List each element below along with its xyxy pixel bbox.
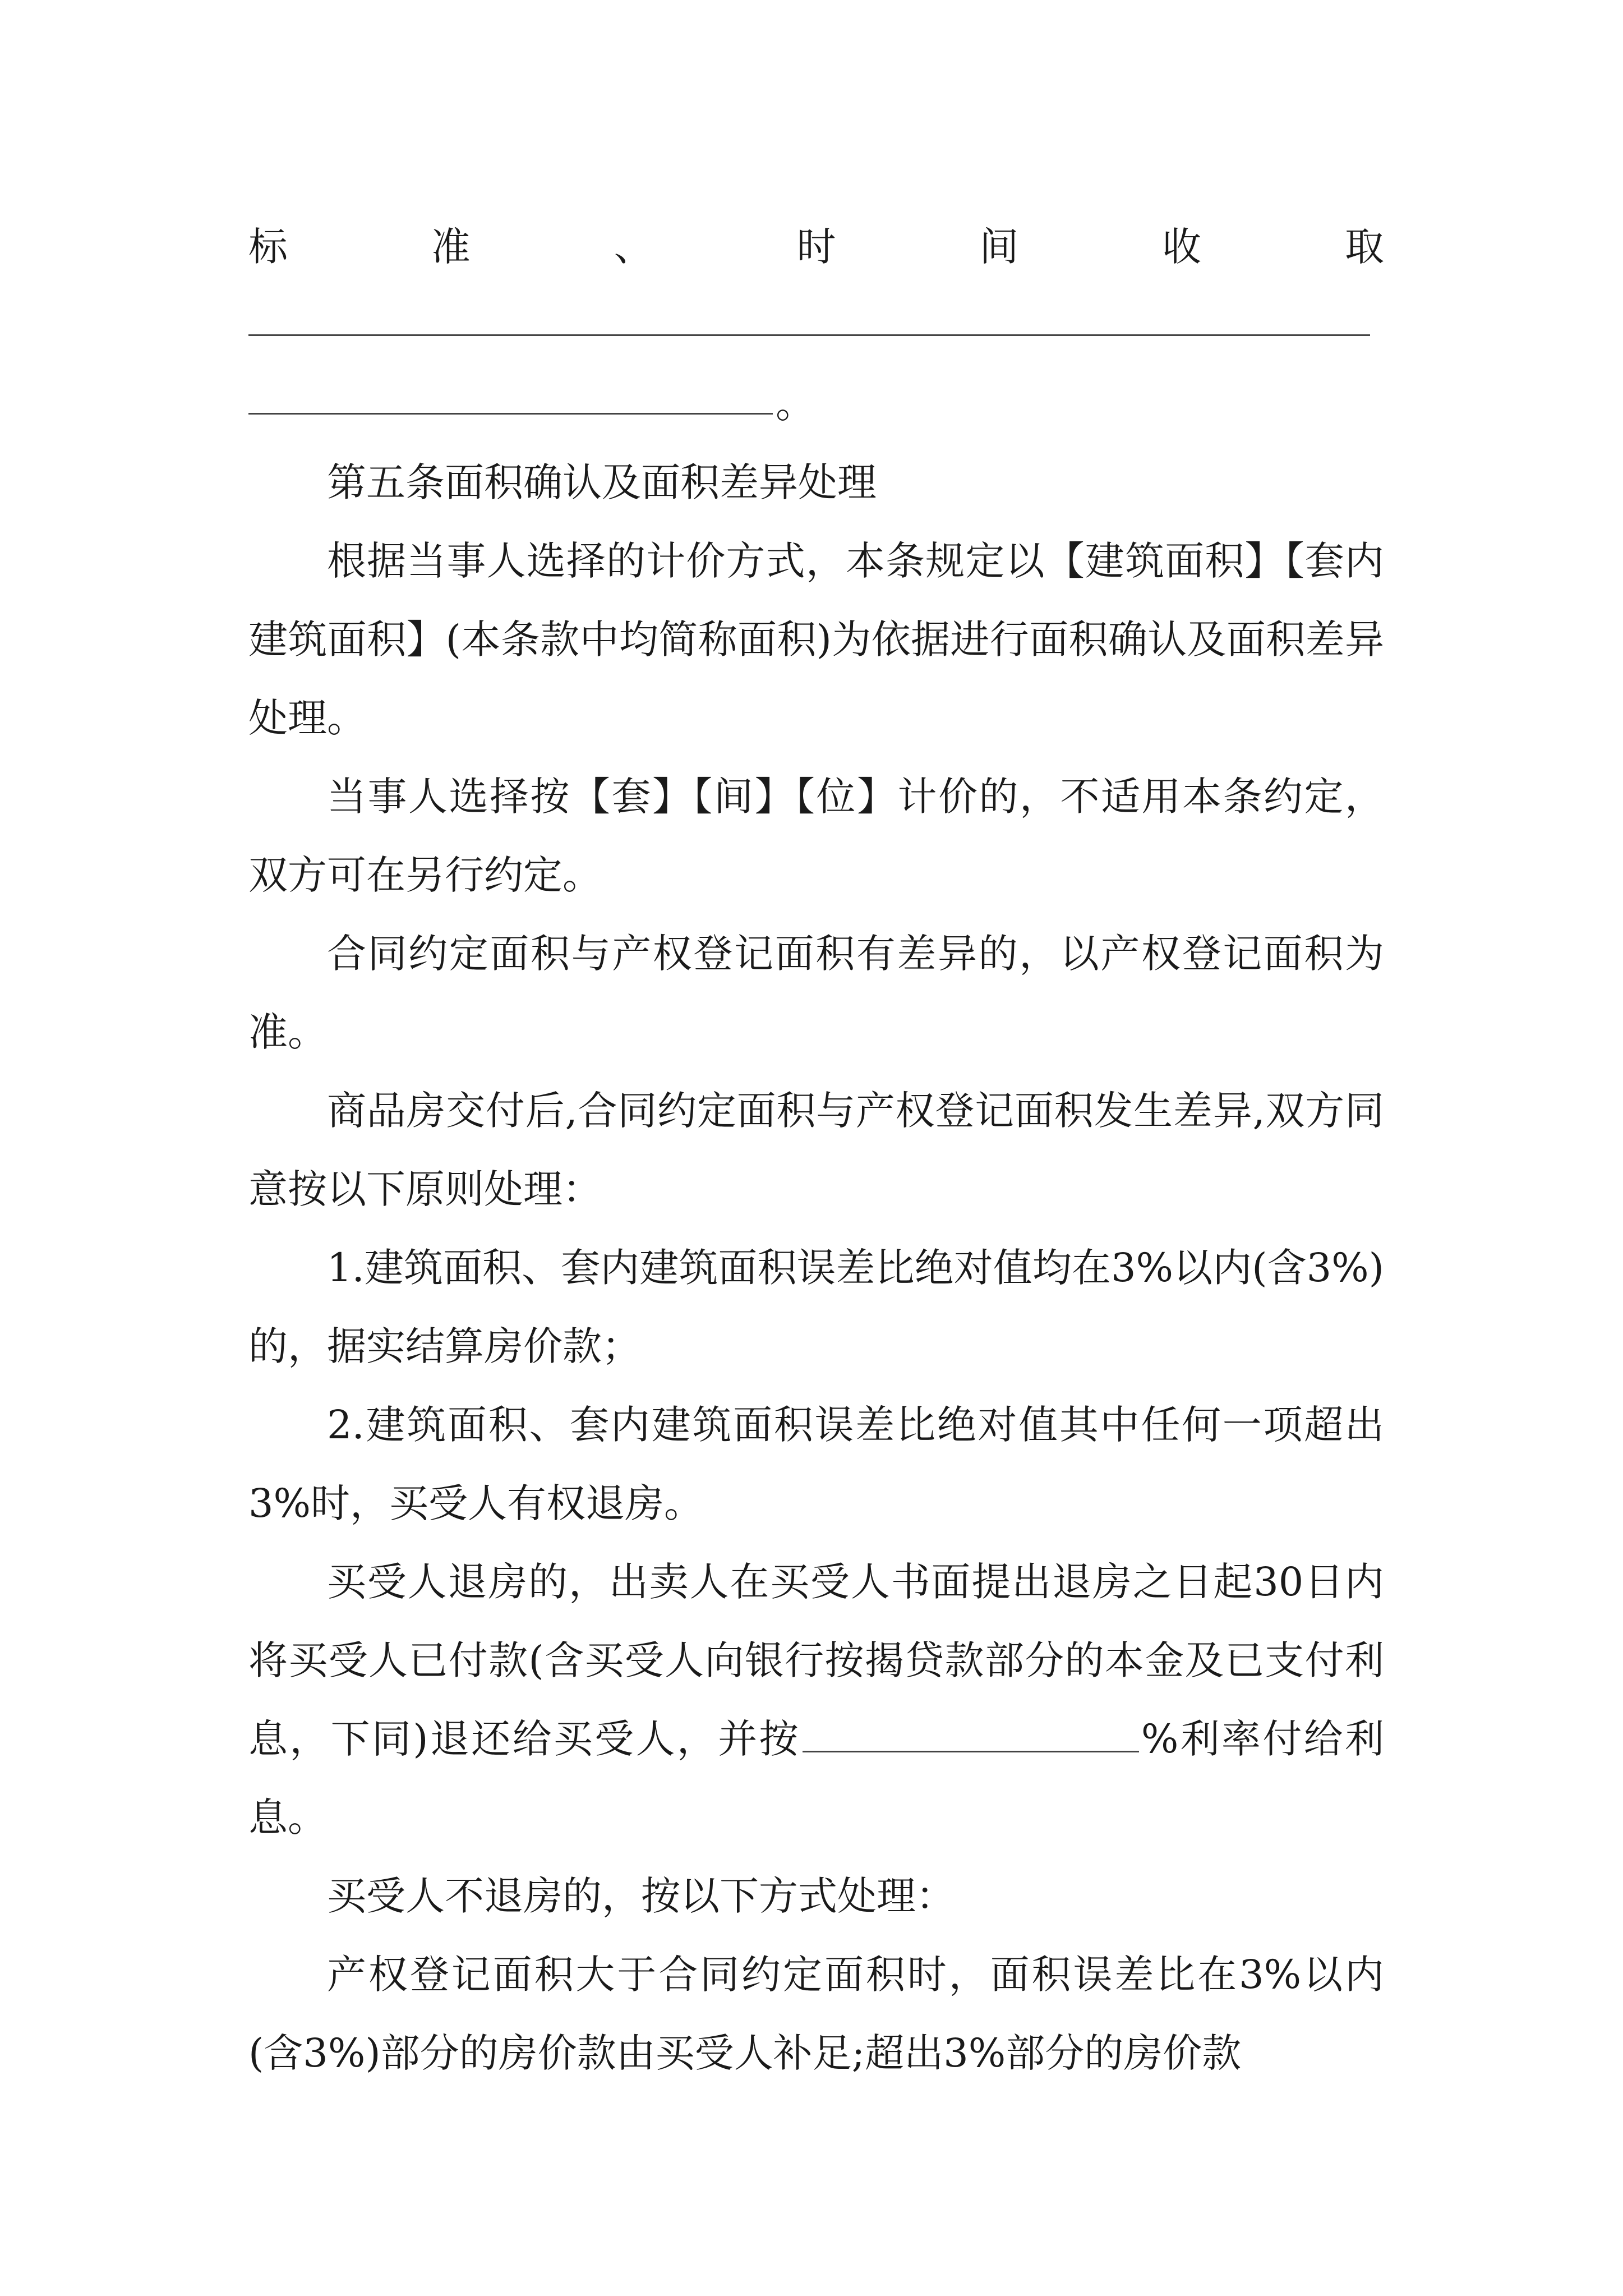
paragraph-rule-2: 2.建筑面积、套内建筑面积误差比绝对值其中任何一项超出3%时，买受人有权退房。	[248, 1402, 1384, 1526]
char-2: 准	[431, 224, 471, 270]
paragraph-registered-area: 合同约定面积与产权登记面积有差异的，以产权登记面积为准。	[248, 931, 1384, 1055]
paragraph-unit-pricing: 当事人选择按【套】【间】【位】计价的，不适用本条约定，双方可在另行约定。	[248, 774, 1384, 898]
refund-text-after: %利率付给利息。	[248, 1716, 1384, 1841]
paragraph-principles: 商品房交付后,合同约定面积与产权登记面积发生差异,双方同意按以下原则处理：	[248, 1088, 1384, 1212]
char-1: 标	[248, 224, 288, 270]
blank-underline	[248, 334, 1370, 336]
paragraph-no-refund: 买受人不退房的，按以下方式处理：	[327, 1873, 955, 1919]
fee-standard-line	[248, 208, 1384, 286]
char-3: 、	[614, 224, 653, 270]
refund-text-before: 买受人退房的，出卖人在买受人书面提出退房之日起30日内将买受人已付款(含买受人向银行按揭贷款部分的本金及已支付利息，下同)退还给买受人，并按	[248, 1559, 1384, 1762]
char-4: 时	[796, 224, 836, 270]
paragraph-area-larger: 产权登记面积大于合同约定面积时，面积误差比在3%以内(含3%)部分的房价款由买受人补足;超出3%部分的房价款	[248, 1952, 1384, 2076]
char-7: 取	[1344, 224, 1384, 270]
paragraph-rule-1: 1.建筑面积、套内建筑面积误差比绝对值均在3%以内(含3%)的，据实结算房价款；	[248, 1245, 1384, 1369]
paragraph-refund	[248, 1543, 1384, 1857]
interest-rate-blank	[803, 1711, 1139, 1752]
article-heading: 第五条面积确认及面积差异处理	[327, 459, 877, 505]
char-5: 间	[979, 224, 1019, 270]
blank-underline-short	[248, 413, 773, 415]
paragraph-basis: 根据当事人选择的计价方式，本条规定以【建筑面积】【套内建筑面积】(本条款中均简称面积)为依据进行面积确认及面积差异处理。	[248, 538, 1384, 741]
fill-in-blank-end-line	[248, 365, 1384, 443]
document-body	[248, 208, 1384, 2092]
fill-in-blank-line	[248, 286, 1384, 365]
char-6: 收	[1162, 224, 1202, 270]
period-mark: 。	[776, 381, 815, 427]
